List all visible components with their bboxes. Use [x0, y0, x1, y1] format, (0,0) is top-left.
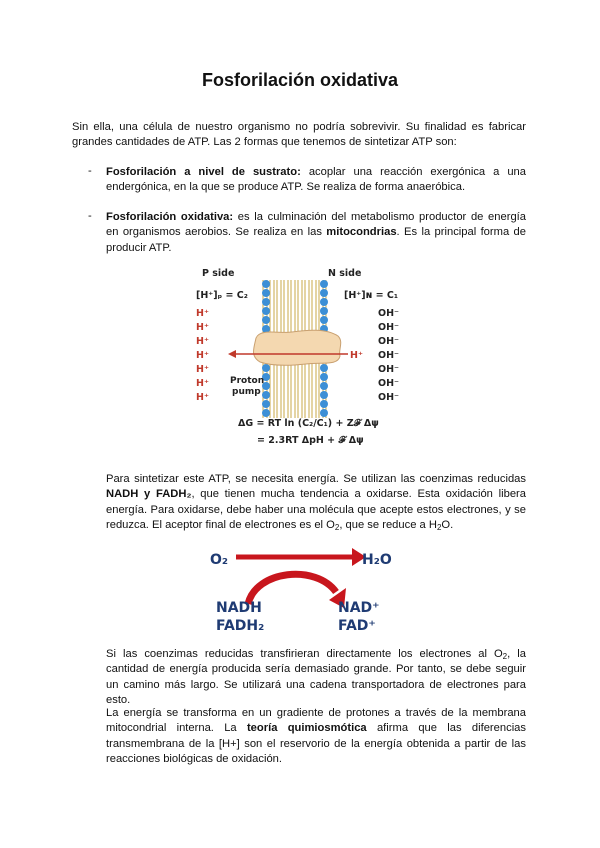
h-plus: H⁺ — [196, 322, 209, 333]
delta-g-equation-2: = 2.3RT ΔpH + 𝓕 Δψ — [257, 435, 364, 446]
para2-sub-o2: 2 — [502, 652, 508, 661]
proton-pump-figure — [188, 262, 418, 452]
para1-text-d: O. — [441, 518, 454, 531]
oh-minus: OH⁻ — [378, 308, 400, 319]
para1-coenzymes: NADH y FADH₂ — [106, 488, 192, 501]
h-plus: H⁺ — [196, 350, 209, 361]
h-plus: H⁺ — [196, 392, 209, 403]
o2-label: O₂ — [210, 552, 229, 568]
proton-flow-arrowhead — [228, 350, 236, 358]
p-concentration: [H⁺]ₚ = C₂ — [196, 290, 248, 301]
delta-g-equation: ΔG = RT ln (C₂/C₁) + Z𝓕 Δψ — [238, 418, 379, 429]
h-plus-arrow-label: H⁺ — [350, 350, 363, 361]
oh-minus: OH⁻ — [378, 322, 400, 333]
bullet-oxidative-text-end: . Es la principal forma de producir ATP. — [106, 226, 526, 254]
para1-sub-o2: 2 — [334, 522, 340, 532]
oh-minus: OH⁻ — [378, 392, 400, 403]
nadh-label: NADH — [216, 600, 262, 616]
bullet-marker: - — [88, 165, 92, 177]
para3-theory: teoría quimiosmótica — [246, 722, 367, 735]
bullet-substrate-text: acoplar una reacción exergónica a una endergónica, en la que se produce ATP. Se realiza de forma anaeróbica. — [106, 166, 526, 194]
para3-text-b: afirma que las diferencias transmembrana de la [H+] son el reservorio de la energía obtenida a partir de las reacciones biológicas de oxidación. — [106, 722, 526, 765]
bullet-substrate-term: Fosforilación a nivel de sustrato: — [106, 166, 301, 178]
redox-figure — [206, 542, 406, 642]
oh-minus: OH⁻ — [378, 364, 400, 375]
para1-text-a: Para sintetizar este ATP, se necesita energía. Se utilizan las coenzimas reducidas — [106, 473, 526, 485]
oh-minus: OH⁻ — [378, 350, 400, 361]
nad-label: NAD⁺ — [338, 600, 380, 616]
oh-minus: OH⁻ — [378, 336, 400, 347]
paragraph-coenzymes — [106, 472, 526, 533]
fadh2-label: FADH₂ — [216, 618, 265, 634]
h-plus: H⁺ — [196, 336, 209, 347]
paragraph-direct-transfer — [106, 647, 526, 708]
n-concentration: [H⁺]ɴ = C₁ — [344, 290, 399, 301]
n-side-label: N side — [328, 268, 362, 279]
para1-sub-h2: 2 — [436, 522, 442, 532]
fad-label: FAD⁺ — [338, 618, 376, 634]
bullet-oxidative — [106, 210, 526, 256]
proton-pump-label-2: pump — [232, 387, 261, 397]
bullet-oxidative-mitochondria: mitocondrias — [326, 226, 397, 239]
bullet-marker: - — [88, 210, 92, 222]
bullet-substrate — [106, 165, 526, 196]
h-plus: H⁺ — [196, 378, 209, 389]
h2o-label: H₂O — [362, 552, 392, 568]
p-side-label: P side — [202, 268, 235, 279]
para1-text-b: , que tienen mucha tendencia a oxidarse. Esta oxidación libera energía. Para oxidarse, debe haber una molécula que acepte estos electrones, y se reduzca. El aceptor final de electrones es el O — [106, 488, 526, 531]
page-title: Fosforilación oxidativa — [201, 70, 399, 90]
para2-text-b: , la cantidad de energía producida sería demasiado grande. Por tanto, se debe seguir un camino más largo. Se utilizará una cadena transportadora de electrones para esto. — [106, 648, 526, 706]
proton-pump-label: Proton — [230, 376, 265, 386]
bullet-oxidative-text: es la culminación del metabolismo productor de energía en organismos aerobios. Se realiza en las — [106, 211, 526, 239]
para2-text-a: Si las coenzimas reducidas transfirieran directamente los electrones al O — [106, 648, 503, 660]
para1-text-c: , que se reduce a H — [339, 518, 437, 531]
bullet-oxidative-term: Fosforilación oxidativa: — [106, 211, 234, 223]
paragraph-chemiosmotic — [106, 706, 526, 767]
h-plus: H⁺ — [196, 364, 209, 375]
h-plus: H⁺ — [196, 308, 209, 319]
oh-minus: OH⁻ — [378, 378, 400, 389]
proton-pump-protein — [254, 330, 341, 365]
intro-paragraph: Sin ella, una célula de nuestro organismo no podría sobrevivir. Su finalidad es fabricar grandes cantidades de ATP. Las 2 formas que tenemos de sintetizar ATP son: — [72, 121, 526, 149]
para3-text-a: La energía se transforma en un gradiente de protones a través de la membrana mitocondrial interna. La — [106, 707, 526, 735]
